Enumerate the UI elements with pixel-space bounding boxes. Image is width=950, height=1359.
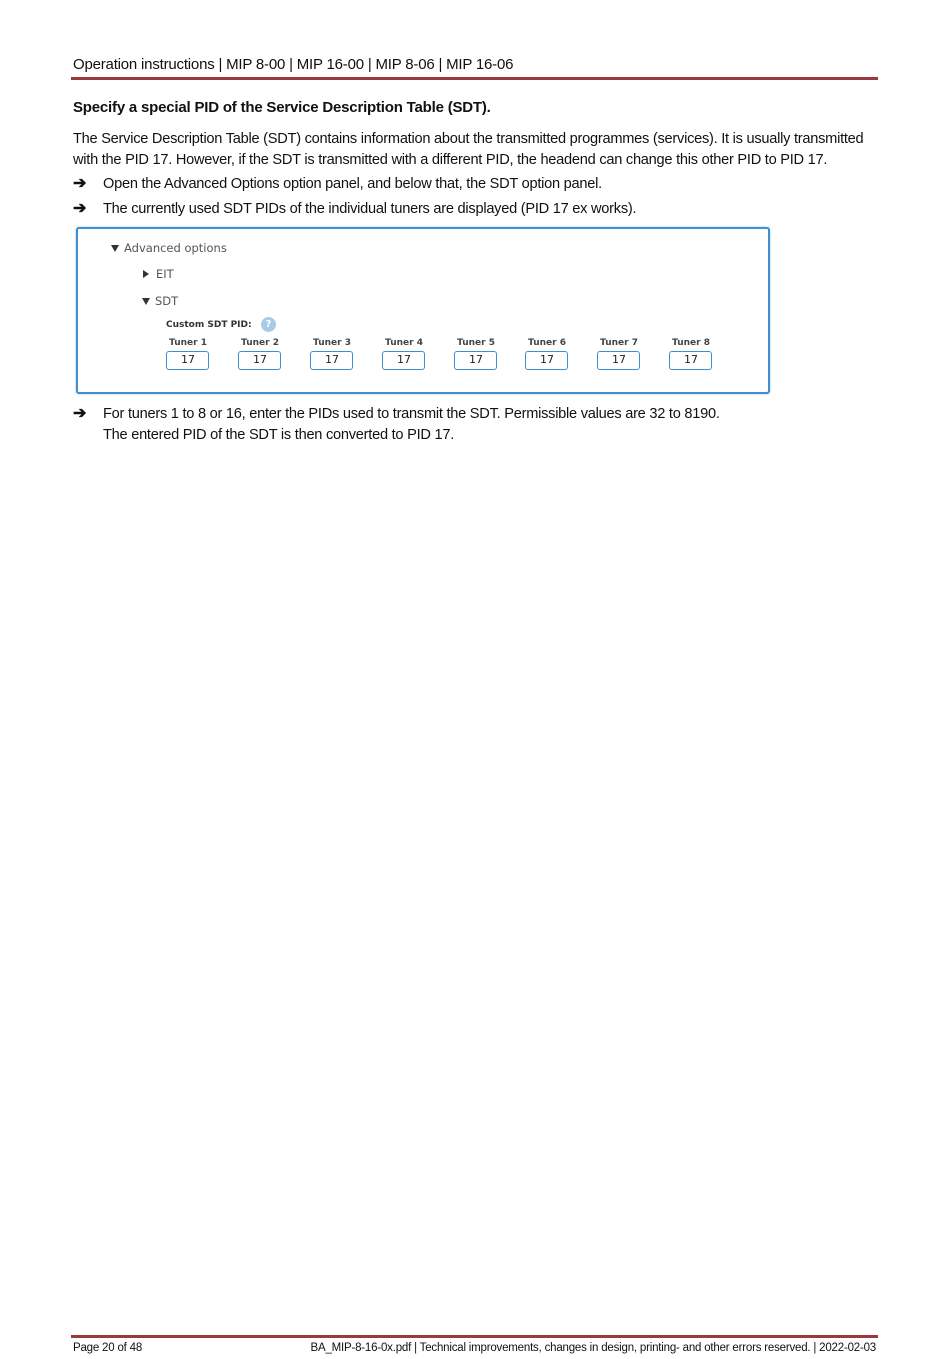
tuner-6-group [525, 338, 569, 370]
tuner-6-pid-input[interactable]: 17 [525, 351, 568, 370]
collapsed-triangle-icon [143, 270, 149, 278]
tuner-8-pid-input[interactable]: 17 [669, 351, 712, 370]
tuner-7-pid-input[interactable]: 17 [597, 351, 640, 370]
advanced-options-label: Advanced options [124, 241, 227, 255]
document-header: Operation instructions | MIP 8-00 | MIP 16-00 | MIP 8-06 | MIP 16-06 [73, 56, 514, 73]
tuner-label: Tuner 3 [313, 338, 351, 348]
tuner-2-group [238, 338, 282, 370]
step-text: The currently used SDT PIDs of the individual tuners are displayed (PID 17 ex works). [103, 201, 637, 217]
tuner-label: Tuner 8 [672, 338, 710, 348]
footer-divider [71, 1335, 878, 1338]
arrow-right-icon: ➔ [73, 175, 87, 192]
tuner-4-group [382, 338, 426, 370]
tuner-5-group [454, 338, 498, 370]
tuner-2-pid-input[interactable]: 17 [238, 351, 281, 370]
tuner-1-pid-input[interactable]: 17 [166, 351, 209, 370]
tuner-label: Tuner 1 [169, 338, 207, 348]
tuner-label: Tuner 6 [528, 338, 566, 348]
advanced-options-toggle[interactable] [111, 241, 227, 255]
tuner-1-group [166, 338, 210, 370]
tuner-label: Tuner 4 [385, 338, 423, 348]
tuner-label: Tuner 2 [241, 338, 279, 348]
help-icon[interactable]: ? [261, 317, 276, 332]
tuner-label: Tuner 7 [600, 338, 638, 348]
eit-label: EIT [156, 267, 174, 281]
arrow-right-icon: ➔ [73, 405, 87, 422]
sdt-toggle[interactable] [142, 294, 178, 308]
tuner-4-pid-input[interactable]: 17 [382, 351, 425, 370]
step-text-continuation: The entered PID of the SDT is then converted to PID 17. [103, 427, 455, 443]
header-divider [71, 77, 878, 80]
step-text: For tuners 1 to 8 or 16, enter the PIDs used to transmit the SDT. Permissible values are 32 to 8190. [103, 406, 720, 422]
section-title: Specify a special PID of the Service Description Table (SDT). [73, 99, 491, 116]
custom-sdt-pid-label: Custom SDT PID: [166, 320, 252, 330]
eit-toggle[interactable] [143, 267, 174, 281]
tuner-3-pid-input[interactable]: 17 [310, 351, 353, 370]
tuner-8-group [669, 338, 713, 370]
tuner-label: Tuner 5 [457, 338, 495, 348]
page-number: Page 20 of 48 [73, 1342, 143, 1354]
footer-note: BA_MIP-8-16-0x.pdf | Technical improvements, changes in design, printing- and other errors reserved. | 2022-02-03 [310, 1342, 876, 1354]
arrow-right-icon: ➔ [73, 200, 87, 217]
intro-paragraph: The Service Description Table (SDT) contains information about the transmitted programmes (services). It is usually transmitted with the PID 17. However, if the SDT is transmitted with a different PID, the headend can change this other PID to PID 17. [73, 131, 864, 168]
tuner-3-group [310, 338, 354, 370]
step-text: Open the Advanced Options option panel, and below that, the SDT option panel. [103, 176, 602, 192]
expanded-triangle-icon [111, 245, 119, 252]
expanded-triangle-icon [142, 298, 150, 305]
tuner-7-group [597, 338, 641, 370]
sdt-label: SDT [155, 294, 179, 308]
advanced-options-panel [76, 227, 770, 394]
tuner-5-pid-input[interactable]: 17 [454, 351, 497, 370]
